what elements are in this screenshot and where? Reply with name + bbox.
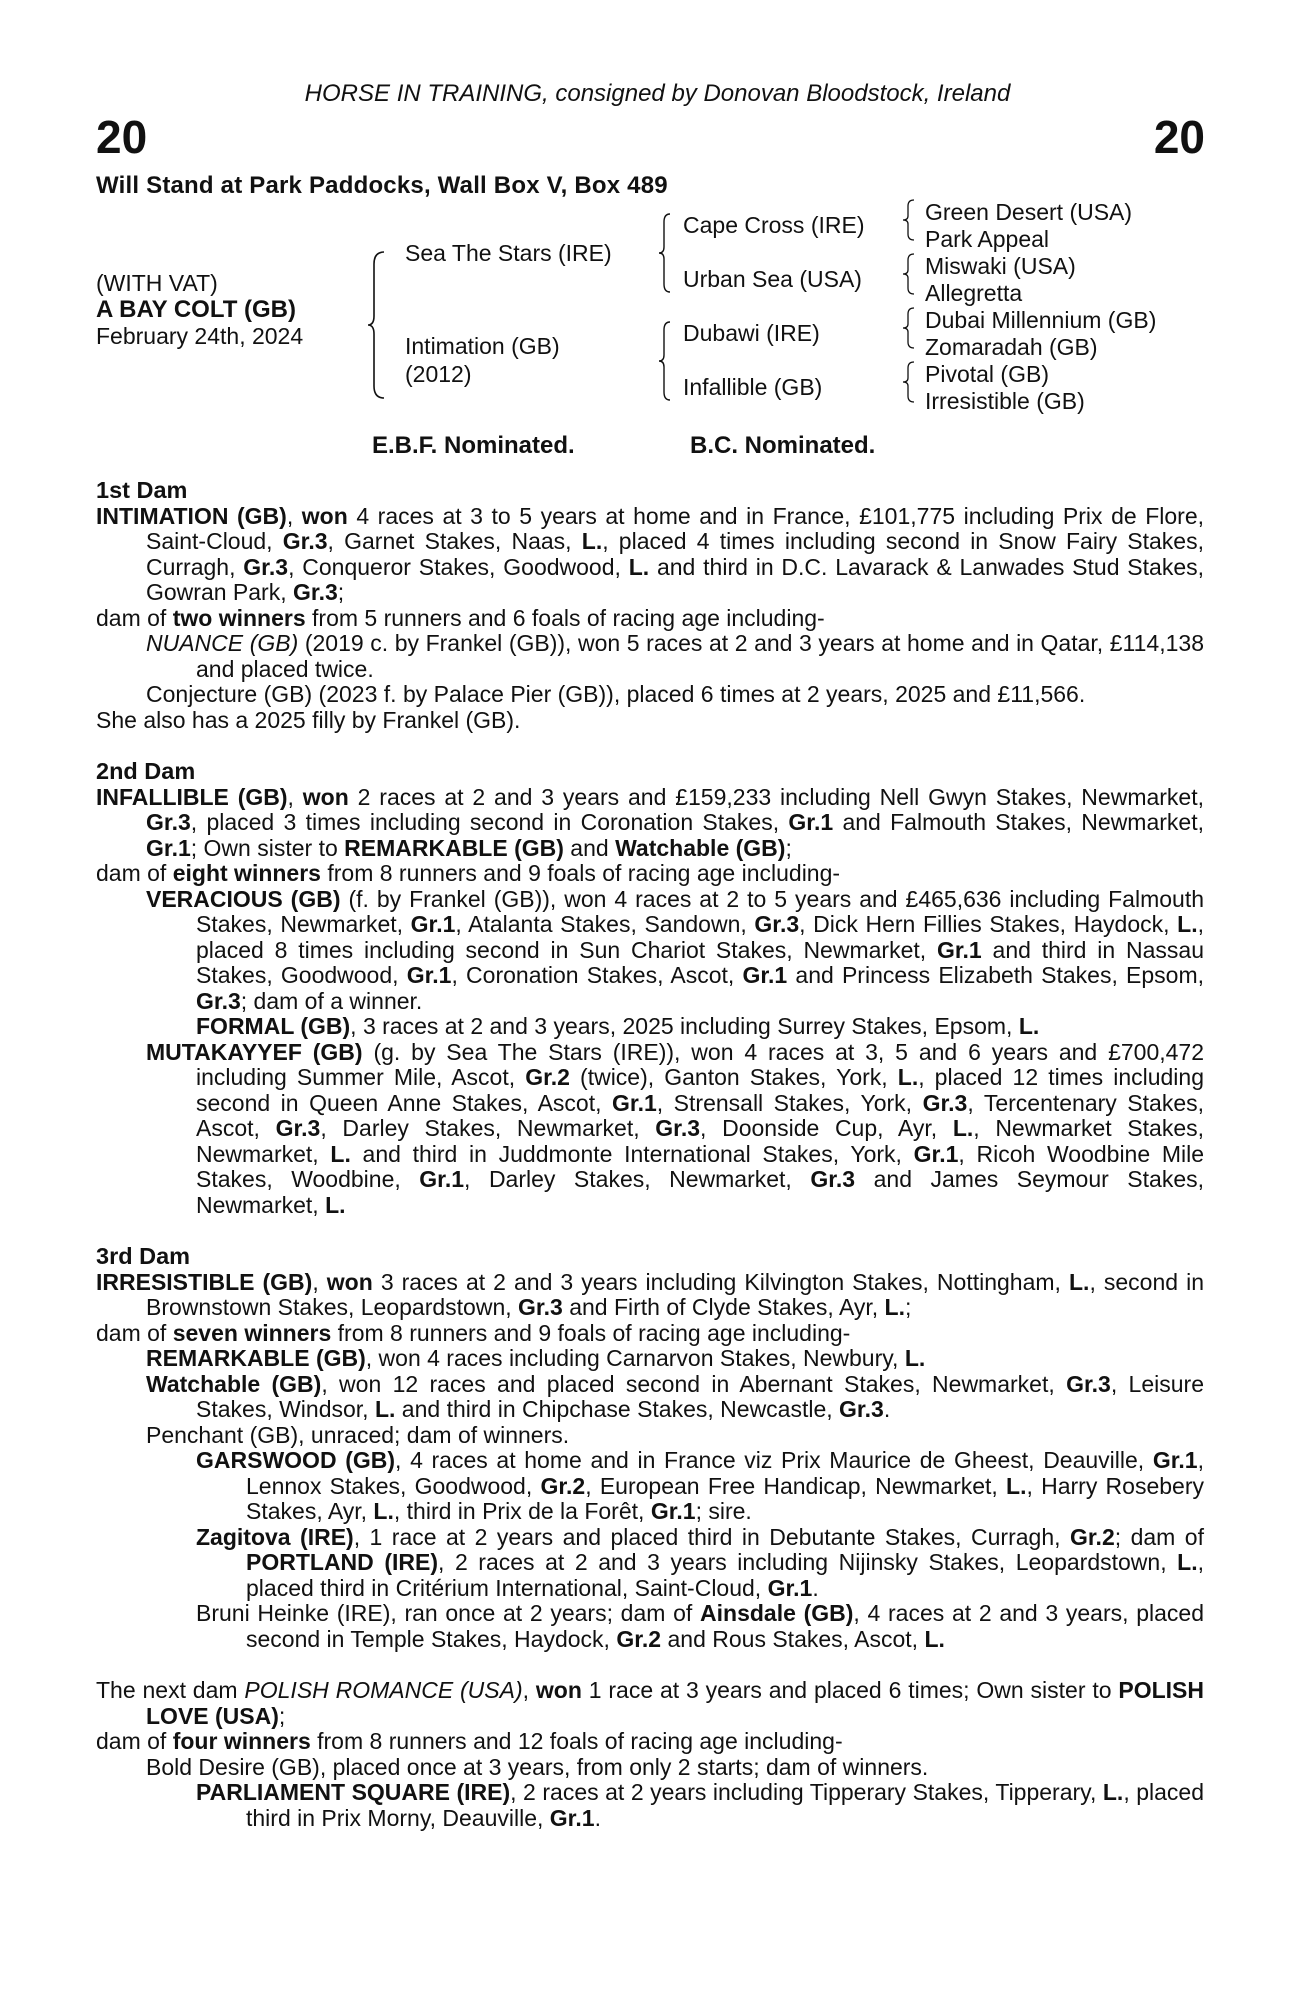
consignor-heading: HORSE IN TRAINING, consigned by Donovan Bloodstock, Ireland [304, 80, 1011, 107]
third-dam-record: IRRESISTIBLE (GB), won 3 races at 2 and 3 years including Kilvington Stakes, Nottingham, L., second in Brownstown Stakes, Leopardstown, Gr.3 and Firth of Clyde Stakes, Ayr, L.; [96, 1268, 1204, 1320]
produce-zagitova: Zagitova (IRE), 1 race at 2 years and placed third in Debutante Stakes, Curragh, Gr.2; dam of PORTLAND (IRE), 2 races at 2 and 3 years including Nijinsky Stakes, Leopardstown, L., placed third in Critérium International, Saint-Cloud, Gr.1. [196, 1523, 1204, 1601]
second-dam-record: INFALLIBLE (GB), won 2 races at 2 and 3 years and £159,233 including Nell Gwyn Stakes, Newmarket, Gr.3, placed 3 times including second in Coronation Stakes, Gr.1 and Falmouth Stakes, Newmarket, Gr.1; Own sister to REMARKABLE (GB) and Watchable (GB); [96, 783, 1205, 861]
produce-bruni-heinke: Bruni Heinke (IRE), ran once at 2 years; dam of Ainsdale (GB), 4 races at 2 and 3 years, placed second in Temple Stakes, Haydock, Gr.2 and Rous Stakes, Ascot, L. [196, 1600, 1204, 1652]
first-dam-record: INTIMATION (GB), won 4 races at 3 to 5 years at home and in France, £101,775 including Prix de Flore, Saint-Cloud, Gr.3, Garnet Stakes, Naas, L., placed 4 times including second in Snow Fairy Stakes, Curragh, Gr.3, Conqueror Stakes, Goodwood, L. and third in D.C. Lavarack & Lanwades Stud Stakes, Gowran Park, Gr.3; [96, 502, 1205, 605]
brace-gen3-1 [902, 198, 916, 242]
sire-dam: Urban Sea (USA) [683, 266, 862, 292]
gen3-sds: Miswaki (USA) [925, 253, 1076, 279]
gen3-dss: Dubai Millennium (GB) [925, 307, 1157, 333]
produce-2025-filly: She also has a 2025 filly by Frankel (GB). [96, 706, 521, 733]
brace-sire-line [658, 212, 672, 294]
gen3-ddd: Irresistible (GB) [925, 388, 1085, 414]
produce-formal: FORMAL (GB), 3 races at 2 and 3 years, 2025 including Surrey Stakes, Epsom, L. [196, 1013, 1040, 1039]
third-dam-section [96, 1244, 1204, 1652]
first-dam-produce-summary: dam of two winners from 5 runners and 6 foals of racing age including- [96, 604, 825, 631]
gen3-dds: Pivotal (GB) [925, 361, 1049, 387]
brace-dam-line [658, 320, 672, 402]
dam-year: (2012) [405, 361, 472, 387]
produce-parliament-square: PARLIAMENT SQUARE (IRE), 2 races at 2 years including Tipperary Stakes, Tipperary, L., placed third in Prix Morny, Deauville, Gr.1. [196, 1779, 1204, 1831]
produce-watchable: Watchable (GB), won 12 races and placed second in Abernant Stakes, Newmarket, Gr.3, Leisure Stakes, Windsor, L. and third in Chipchase Stakes, Newcastle, Gr.3. [146, 1370, 1204, 1422]
first-dam-name: INTIMATION (GB) [96, 502, 287, 529]
second-dam-name: INFALLIBLE (GB) [96, 783, 288, 810]
produce-nuance: NUANCE (GB) (2019 c. by Frankel (GB)), won 5 races at 2 and 3 years at home and in Qatar, £114,138 and placed twice. [146, 630, 1204, 682]
second-dam-title: 2nd Dam [96, 758, 196, 784]
dam-name: Intimation (GB) [405, 333, 560, 359]
produce-mutakayyef: MUTAKAYYEF (GB) (g. by Sea The Stars (IRE)), won 4 races at 3, 5 and 6 years and £700,472 including Summer Mile, Ascot, Gr.2 (twice), Ganton Stakes, York, L., placed 12 times including second in Queen Anne Stakes, Ascot, Gr.1, Strensall Stakes, York, Gr.3, Tercentenary Stakes, Ascot, Gr.3, Darley Stakes, Newmarket, Gr.3, Doonside Cup, Ayr, L., Newmarket Stakes, Newmarket, L. and third in Juddmonte International Stakes, York, Gr.1, Ricoh Woodbine Mile Stakes, Woodbine, Gr.1, Darley Stakes, Newmarket, Gr.3 and James Seymour Stakes, Newmarket, L. [146, 1038, 1205, 1218]
brace-gen3-3 [902, 306, 916, 350]
gen3-sdd: Allegretta [925, 280, 1023, 306]
second-dam-section [96, 759, 1204, 1218]
first-dam-title: 1st Dam [96, 477, 188, 503]
horse-name: A BAY COLT (GB) [96, 296, 297, 323]
vat-note: (WITH VAT) [96, 270, 218, 296]
brace-gen3-2 [902, 252, 916, 296]
sire-sire: Cape Cross (IRE) [683, 212, 865, 238]
next-dam-produce-summary: dam of four winners from 8 runners and 12 foals of racing age including- [96, 1728, 843, 1754]
third-dam-produce-summary: dam of seven winners from 8 runners and 9 foals of racing age including- [96, 1319, 851, 1346]
brace-gen3-4 [902, 360, 916, 404]
produce-veracious: VERACIOUS (GB) (f. by Frankel (GB)), won 4 races at 2 to 5 years and £465,636 including Falmouth Stakes, Newmarket, Gr.1, Atalanta Stakes, Sandown, Gr.3, Dick Hern Fillies Stakes, Haydock, L., placed 8 times including second in Sun Chariot Stakes, Newmarket, Gr.1 and third in Nassau Stakes, Goodwood, Gr.1, Coronation Stakes, Ascot, Gr.1 and Princess Elizabeth Stakes, Epsom, Gr.3; dam of a winner. [146, 885, 1205, 1014]
sire-name: Sea The Stars (IRE) [405, 240, 612, 266]
second-dam-produce-summary: dam of eight winners from 8 runners and 9 foals of racing age including- [96, 860, 841, 886]
produce-remarkable: REMARKABLE (GB), won 4 races including Carnarvon Stakes, Newbury, L. [146, 1345, 926, 1371]
foaling-date: February 24th, 2024 [96, 323, 304, 349]
stand-location: Will Stand at Park Paddocks, Wall Box V, Box 489 [96, 172, 668, 199]
next-dam-name: POLISH ROMANCE (USA) [244, 1677, 523, 1703]
pedigree-brace-main [366, 250, 388, 400]
third-dam-name: IRRESISTIBLE (GB) [96, 1268, 313, 1295]
gen3-dsd: Zomaradah (GB) [925, 334, 1098, 360]
third-dam-title: 3rd Dam [96, 1243, 191, 1269]
gen3-sss: Green Desert (USA) [925, 199, 1133, 225]
produce-conjecture: Conjecture (GB) (2023 f. by Palace Pier (GB)), placed 6 times at 2 years, 2025 and £11,566. [146, 681, 1086, 707]
produce-garswood: GARSWOOD (GB), 4 races at home and in France viz Prix Maurice de Gheest, Deauville, Gr.1, Lennox Stakes, Goodwood, Gr.2, European Free Handicap, Newmarket, L., Harry Rosebery Stakes, Ayr, L., third in Prix de la Forêt, Gr.1; sire. [196, 1447, 1204, 1524]
next-dam-record: The next dam POLISH ROMANCE (USA), won 1 race at 3 years and placed 6 times; Own sister to POLISH LOVE (USA); [96, 1677, 1204, 1729]
next-dam-section [96, 1678, 1204, 1831]
dam-dam: Infallible (GB) [683, 374, 823, 400]
bc-nominated: B.C. Nominated. [690, 432, 876, 459]
produce-record [96, 478, 1204, 1831]
ebf-nominated: E.B.F. Nominated. [372, 432, 575, 459]
lot-number-left: 20 [96, 111, 148, 163]
dam-sire: Dubawi (IRE) [683, 320, 820, 346]
first-dam-section [96, 478, 1204, 733]
gen3-ssd: Park Appeal [925, 226, 1050, 252]
produce-bold-desire: Bold Desire (GB), placed once at 3 years, from only 2 starts; dam of winners. [146, 1753, 929, 1780]
produce-penchant: Penchant (GB), unraced; dam of winners. [146, 1421, 570, 1448]
lot-number-right: 20 [1153, 111, 1205, 163]
